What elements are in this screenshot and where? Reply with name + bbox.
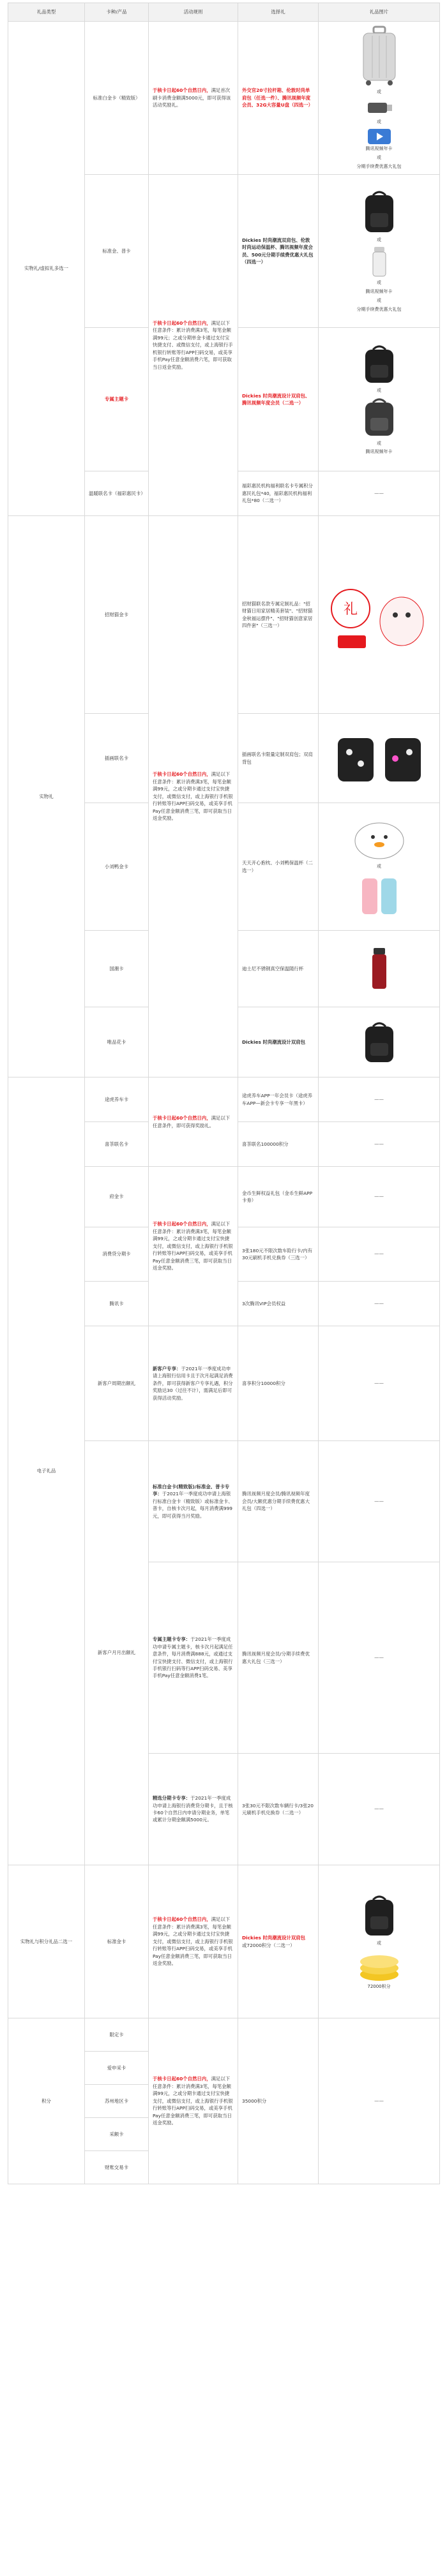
rule-cell	[149, 1865, 238, 2018]
lucky-cat-set-icon	[325, 577, 434, 653]
rule-text: 于2021年一季度成功申请上海银行消费贷分期卡，且于核卡60个自然日内申请分期业务，单笔或累计分期金额满5000元。	[153, 1795, 233, 1823]
rule-text: 满足以下任意条件：累计消费满3笔，每笔金额满99元，之或分期卡通过支付宝快捷支付，或微信支付，或上海银行手机银行转账等行APP扫码交易，或美享手机Pay任意金额消费三笔，即可获取当日返金奖励。	[153, 1221, 233, 1271]
card-cell: 喜茶联名卡	[85, 1122, 149, 1167]
gift-cell: 3次腾讯VIP会员权益	[238, 1282, 319, 1326]
rule-text: 于2021年一季度成功申请专属主题卡，核卡次月起满足任意条件，每月消费满888元，或通过支付宝快捷支付、微信支付，或上海银行手机银行扫码等行APP扫码交易、美享手机Pay任意金额消费1笔。	[153, 1636, 233, 1679]
gift-cell: 天天开心抱枕、小刘鸭保温杯（二选一）	[238, 803, 319, 931]
card-cell: 限定卡	[85, 2018, 149, 2052]
rule-cell	[149, 1167, 238, 1326]
rule-cell	[149, 1562, 238, 1754]
printed-backpacks-icon	[331, 733, 427, 784]
card-cell: 国潮卡	[85, 931, 149, 1007]
gift-table	[8, 3, 440, 2184]
table-header-row	[8, 3, 440, 22]
rule-cell	[149, 1077, 238, 1167]
gift-highlight: 外交官20寸拉杆箱、伦敦时尚单肩包（任选一件）、腾讯视频年度会员、32G大容量U盘（四选一）	[242, 87, 314, 108]
gift-cell: 福彩惠民机构福利联名卡专属积分惠民礼包*40，福彩惠民机构福利礼包*80（二选一）	[238, 471, 319, 516]
rule-text: 满足以下任意条件：累计消费满3笔，每笔金额满99元，之或分期卡通过支付宝快捷支付，或微信支付，或上海银行手机银行转账等行APP扫码交易，或美享手机Pay任意金额消费三笔，即可获取当日返金奖励。	[153, 1916, 233, 1967]
gift-cell: 3张30元不限次数车辆行卡/3张20元刷机手机兑换券（二选一）	[238, 1754, 319, 1865]
header-gift-choice: 选择礼	[238, 3, 319, 22]
gift-cell: 腾讯视频月度会员/分期手续费优惠大礼包（三选一）	[238, 1562, 319, 1754]
gift-text: 或72000积分（二选一）	[242, 1942, 295, 1948]
image-cell	[319, 714, 440, 803]
image-caption: 腾讯视频年卡	[365, 449, 393, 455]
or-label: 或	[377, 237, 381, 243]
rule-cell	[149, 1441, 238, 1562]
rule-highlight: 于核卡日起60个自然日内，	[153, 771, 211, 778]
image-cell: ——	[319, 1167, 440, 1227]
usb-drive-icon	[365, 98, 393, 117]
rule-text: 于2021年一季度成功申请上海银行标准白金卡（精致版）或标准金卡、普卡，自核卡次月起，每月消费满999元，即可获得当月奖励。	[153, 1491, 233, 1519]
or-label: 或	[377, 440, 381, 446]
backpack-icon	[361, 1020, 397, 1065]
card-cell: 插画联名卡	[85, 714, 149, 803]
image-cell: ——	[319, 1441, 440, 1562]
gift-cell: 喜茶联名100000积分	[238, 1122, 319, 1167]
rule-cell	[149, 1754, 238, 1865]
header-card-product: 卡种/产品	[85, 3, 149, 22]
rule-text: 满足首次刷卡消费金额满5000元，即可获得该活动奖励礼。	[153, 87, 231, 108]
image-cell: ——	[319, 2018, 440, 2184]
gift-cell: 招财猫联名款专属定制礼品："招财猫日用家居精美套装"、"招财猫金秋福运摆件"、"招财猫创意家居四件套"（三选一）	[238, 516, 319, 714]
table-row	[8, 516, 440, 714]
gift-cell: 3张180元不限次数车险行卡/内有30元刷机手机兑换券（三选一）	[238, 1227, 319, 1282]
image-cell: ——	[319, 1562, 440, 1754]
rule-title: 精选分期卡专享：	[153, 1795, 191, 1802]
image-cell: ——	[319, 1326, 440, 1441]
suitcase-icon	[360, 26, 399, 87]
thermos-icon	[370, 246, 388, 278]
gift-cell: 喜享积分10000积分	[238, 1326, 319, 1441]
rule-title: 新客户专享：	[153, 1365, 181, 1372]
card-cell: 消费贷分期卡	[85, 1227, 149, 1282]
gift-type-cell: 电子礼品	[8, 1077, 85, 1865]
card-cell: 府金卡	[85, 1167, 149, 1227]
points-coins-icon	[357, 1949, 402, 1983]
image-cell	[319, 175, 440, 328]
rule-highlight: 于核卡日起60个自然日内，	[153, 1916, 211, 1923]
rule-text: 满足以下任意条件：累计消费满3笔，每笔金额满99元；之或分期单金卡通过支付宝快捷支付、或微信支付，或上海银行手机银行转账等行APP扫码交易，或美享手机Pay任意金额消费六笔，即可获取当日返金奖励。	[153, 320, 233, 370]
gift-cell: 腾讯视频月度会员/腾讯视频年度会员/大额优惠分期手续费优惠大礼包（四选一）	[238, 1441, 319, 1562]
card-cell: 标准金、普卡	[85, 175, 149, 328]
tencent-video-icon	[367, 128, 392, 145]
gift-cell: Dickies 时尚潮流设计双肩包	[238, 1007, 319, 1077]
rule-title: 标准白金卡(精致版)/标准金、普卡专享：	[153, 1483, 230, 1497]
or-label: 或	[377, 297, 381, 303]
gift-type-cell: 积分	[8, 2018, 85, 2184]
rule-highlight: 于核卡日起60个自然日内，	[153, 320, 211, 326]
image-caption: 腾讯视频年卡	[365, 146, 393, 152]
backpack-icon	[361, 1893, 397, 1938]
or-label: 或	[377, 1940, 381, 1946]
image-cell: ——	[319, 1077, 440, 1122]
card-cell: 新客户月月出额礼	[85, 1441, 149, 1865]
table-row	[8, 1077, 440, 1122]
image-caption: 分期手续费优惠大礼包	[356, 306, 402, 312]
gift-cell	[238, 22, 319, 175]
image-cell	[319, 1865, 440, 2018]
rule-text: 满足以下任意条件：累计消费满3笔，每笔金额满99元，之或分期卡通过支付宝快捷支付，或微信支付，或上海银行手机银行转账等行APP扫码交易，或美享手机Pay任意金额消费三笔，即可获取当日返金奖励。	[153, 771, 233, 822]
or-label: 或	[377, 119, 381, 125]
card-cell: 途虎养车卡	[85, 1077, 149, 1122]
card-cell: 财账交易卡	[85, 2151, 149, 2184]
tumbler-icon	[370, 947, 389, 991]
image-cell	[319, 22, 440, 175]
image-cell	[319, 516, 440, 714]
gift-type-cell: 实物礼	[8, 516, 85, 1077]
or-label: 或	[377, 387, 381, 393]
gift-highlight: Dickies 时尚潮流设计双肩包	[242, 1935, 305, 1941]
rule-cell	[149, 516, 238, 1077]
card-cell: 招财猫金卡	[85, 516, 149, 714]
image-caption: 分期手续费优惠大礼包	[356, 163, 402, 169]
gift-cell: Dickies 时尚潮流双肩包、伦敦时尚运动保温杯、腾讯视频年度会员、500元分期手续费优惠大礼包（四选一）	[238, 175, 319, 328]
card-cell: 新客户周期出额礼	[85, 1326, 149, 1441]
image-cell: ——	[319, 1122, 440, 1167]
gift-cell	[238, 328, 319, 471]
backpack-icon	[361, 396, 397, 438]
or-label: 或	[377, 864, 381, 870]
table-row	[8, 22, 440, 175]
rule-title: 专属主题卡专享：	[153, 1636, 191, 1643]
or-label: 或	[377, 154, 381, 160]
rule-cell	[149, 1326, 238, 1441]
image-cell: ——	[319, 1282, 440, 1326]
backpack-icon	[360, 189, 398, 235]
image-cell	[319, 931, 440, 1007]
image-cell: ——	[319, 471, 440, 516]
or-label: 或	[377, 89, 381, 95]
rule-text: 满足以下任意条件：累计消费满3笔，每笔金额满99元，之或分期卡通过支付宝快捷支付，或微信支付，或上海银行手机银行转账等行APP扫码交易，或美享手机Pay任意金额消费三笔，即可获取当日返金奖励。	[153, 2076, 233, 2126]
image-cell	[319, 1007, 440, 1077]
gift-cell: 迪士尼不锈钢真空保温随行杯	[238, 931, 319, 1007]
card-cell: 采额卡	[85, 2118, 149, 2151]
rule-highlight: 于核卡日起60个自然日内，	[153, 2076, 211, 2082]
rule-highlight: 于核卡日起60个自然日内，	[153, 1221, 211, 1227]
gift-type-cell: 实物礼与积分礼品二选一	[8, 1865, 85, 2018]
card-cell: 小刘鸭金卡	[85, 803, 149, 931]
card-cell: 唯品花卡	[85, 1007, 149, 1077]
image-caption: 腾讯视频年卡	[365, 289, 393, 295]
table-row	[8, 1865, 440, 2018]
rule-cell	[149, 175, 238, 516]
backpack-icon	[361, 343, 397, 385]
rule-cell	[149, 22, 238, 175]
header-rules: 活动规则	[149, 3, 238, 22]
image-cell	[319, 328, 440, 471]
svg-text:礼: 礼	[343, 601, 358, 618]
image-cell: ——	[319, 1754, 440, 1865]
duck-pillow-icon	[351, 817, 408, 861]
card-cell: 专属主题卡	[85, 328, 149, 471]
table-row	[8, 2018, 440, 2052]
header-gift-type: 礼品类型	[8, 3, 85, 22]
gift-cell: 插画联名卡限量定制双肩包；双肩背包	[238, 714, 319, 803]
image-cell	[319, 803, 440, 931]
duck-cups-icon	[357, 872, 402, 917]
gift-cell: 35000积分	[238, 2018, 319, 2184]
card-cell: 标准金卡	[85, 1865, 149, 2018]
rule-highlight: 于核卡日起60个自然日内，	[153, 87, 211, 94]
image-cell: ——	[319, 1227, 440, 1282]
gift-cell: 金币生鲜权益礼包（金币生鲜APP卡劵）	[238, 1167, 319, 1227]
header-gift-image: 礼品图片	[319, 3, 440, 22]
rule-text: 于2021年一季度成功申请上海银行信用卡且于次月起满足消费条件，即可获得新客户专享礼遇，积分奖励达30（过往不计），需满足后即可获得活动奖励。	[153, 1365, 233, 1401]
card-cell: 苏州地区卡	[85, 2085, 149, 2118]
or-label: 或	[377, 280, 381, 286]
card-cell: 爱申采卡	[85, 2052, 149, 2085]
image-caption: 72000积分	[367, 1983, 391, 1989]
card-cell: 温暖联名卡（福彩惠民卡）	[85, 471, 149, 516]
gift-type-cell: 实物礼/虚拟礼多选一	[8, 22, 85, 516]
rule-text: 满足以下任意条件，即可获得奖励礼。	[153, 1115, 231, 1129]
gift-cell: 途虎养车APP一年会员卡（途虎养车APP—新会卡专享一年黑卡）	[238, 1077, 319, 1122]
rule-cell	[149, 2018, 238, 2184]
rule-highlight: 于核卡日起60个自然日内，	[153, 1115, 211, 1121]
card-cell: 腾讯卡	[85, 1282, 149, 1326]
card-cell: 标准白金卡（精致版）	[85, 22, 149, 175]
page	[8, 0, 439, 2184]
gift-highlight: Dickies 时尚潮流设计双肩包、腾讯视频年度会员（二选一）	[242, 392, 310, 406]
gift-cell	[238, 1865, 319, 2018]
